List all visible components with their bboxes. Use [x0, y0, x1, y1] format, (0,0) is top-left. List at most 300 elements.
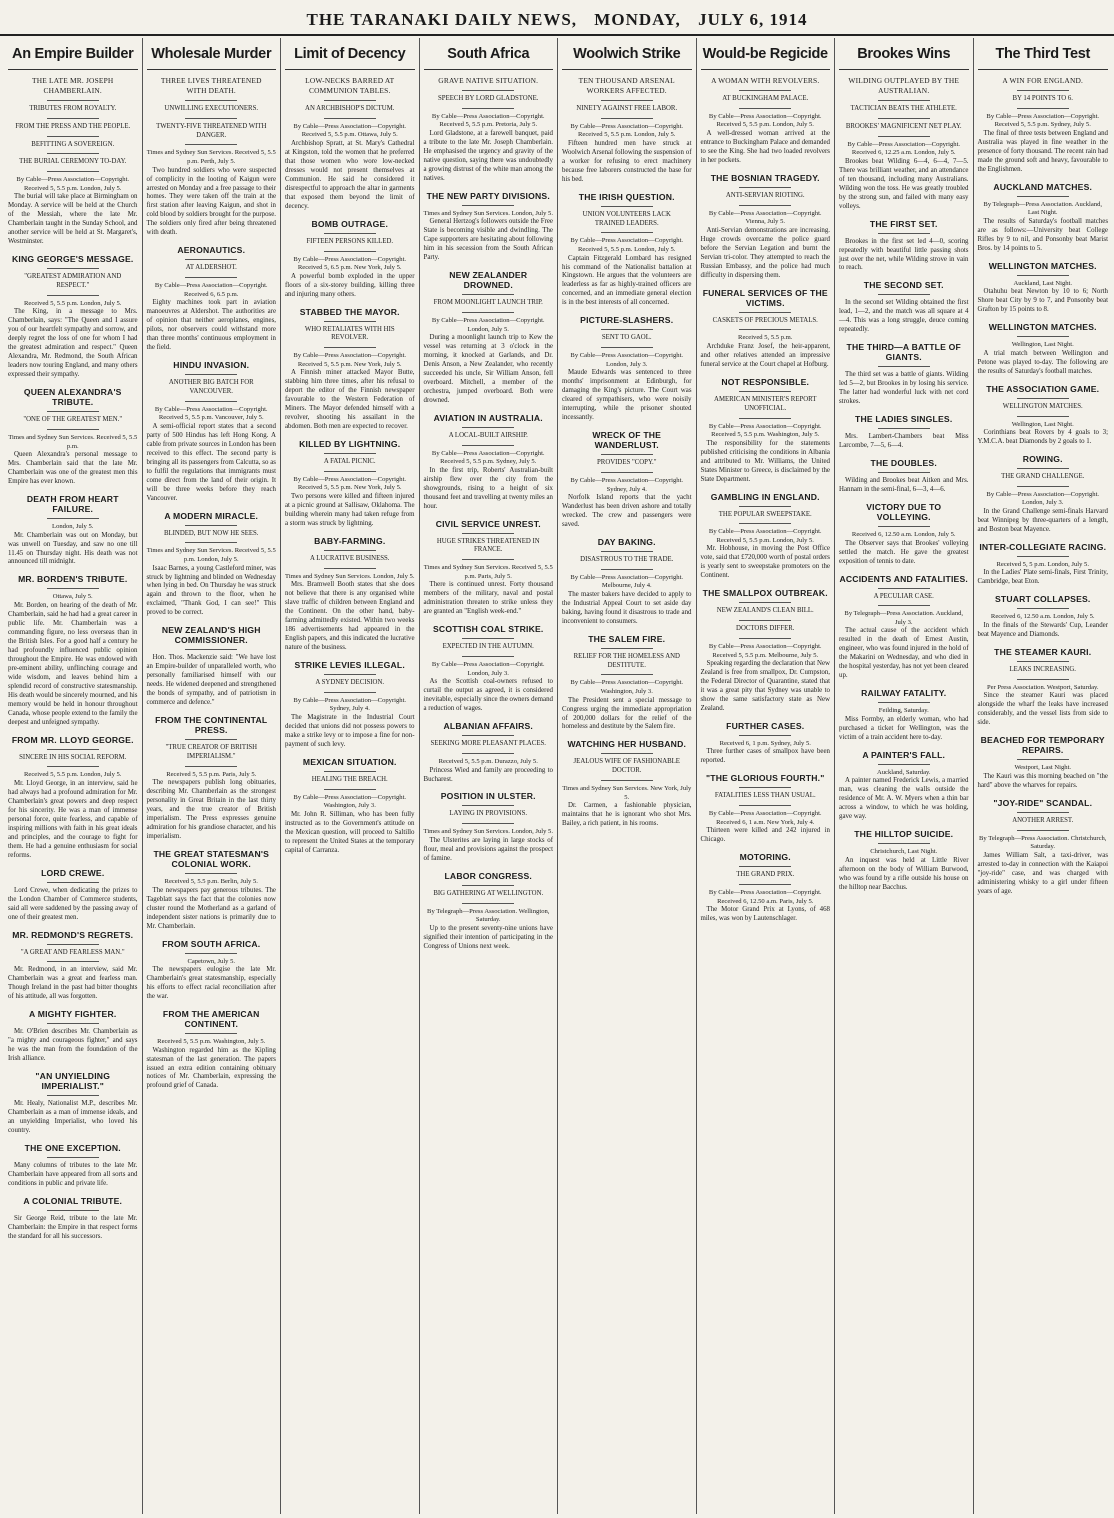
story-dateline: Capetown, July 5. — [187, 957, 236, 965]
story-headline: STUART COLLAPSES. — [994, 594, 1091, 605]
story-body: The Motor Grand Prix at Lyons, of 468 miles, was won by Lautenschlager. — [700, 906, 830, 923]
story-headline: A WOMAN WITH REVOLVERS. — [711, 76, 820, 85]
story-dateline: By Cable—Press Association—Copyright. Melbourne, July 4. — [570, 573, 684, 590]
story-subheadline: JEALOUS WIFE OF FASHIONABLE DOCTOR. — [573, 758, 680, 775]
divider — [739, 787, 791, 788]
story-dateline: Times and Sydney Sun Services. Received 5, 5.5 p.m. — [8, 434, 138, 450]
story-body: Brookes beat Wilding 6—4, 6—4, 7—5. There was brilliant weather, and an attendance of ten thousand, including many Australians. Wilding won the toss. He was greatly troubled by the strong sun, and failed with many easy volleys. — [839, 157, 969, 210]
divider — [1017, 468, 1069, 469]
divider — [1017, 90, 1069, 91]
divider — [185, 525, 237, 526]
story-headline: LORD CREWE. — [41, 867, 105, 878]
story-headline: GAMBLING IN ENGLAND. — [710, 491, 820, 502]
news-story — [424, 191, 554, 263]
story-body: Lord Crewe, when dedicating the prizes to the London Chamber of Commerce students, said all were saddened by the passing away of one of their greatest men. — [8, 886, 138, 921]
divider — [462, 205, 514, 206]
story-body: The actual cause of the accident which resulted in the death of Ernest Austin, engineer, who was found injured in the hold of the Makarini on Wednesday, and who died in the hospital yesterday, has not yet been cleared up. — [839, 627, 969, 680]
story-subheadline: THE POPULAR SWEEPSTAKE. — [718, 510, 812, 518]
divider — [47, 766, 99, 767]
divider — [739, 108, 791, 109]
story-dateline: Times and Sydney Sun Services. Received 5, 5.5 p.m. Perth, July 5. — [146, 149, 276, 166]
divider — [462, 294, 514, 295]
story-dateline: Received 6, 12.50 a.m. London, July 5. — [990, 613, 1095, 621]
divider — [878, 526, 930, 527]
divider — [878, 843, 930, 844]
story-dateline: Christchurch, Last Night. — [870, 848, 938, 856]
news-story — [8, 735, 138, 861]
story-subheadline: FROM MOONLIGHT LAUNCH TRIP. — [433, 299, 543, 307]
story-dateline: Times and Sydney Sun Services. Received 5, 5.5 p.m. Paris, July 5. — [423, 564, 553, 580]
story-dateline: By Cable—Press Association—Copyright. London, July 5. — [431, 316, 545, 333]
divider — [739, 805, 791, 806]
story-dateline: By Cable—Press Association—Copyright. Received 5, 5.5 p.m. London, July 5. — [708, 528, 822, 544]
column-heading: Woolwich Strike — [562, 38, 692, 70]
news-story — [839, 574, 969, 682]
story-subheadline: ANOTHER ARREST. — [1012, 816, 1074, 824]
divider — [324, 789, 376, 790]
story-headline: THE NEW PARTY DIVISIONS. — [426, 190, 550, 201]
story-subheadline: ANOTHER BIG BATCH FOR VANCOUVER. — [168, 379, 254, 395]
story-subheadline: BROOKES' MAGNIFICENT NET PLAY. — [845, 122, 962, 130]
divider — [185, 1033, 237, 1034]
story-headline: WRECK OF THE WANDERLUST. — [592, 430, 662, 451]
divider — [185, 649, 237, 650]
divider — [601, 551, 653, 552]
story-body: A powerful bomb exploded in the upper floors of a six-storey building, killing three and injuring many others. — [285, 272, 415, 298]
story-headline: THE LADIES SINGLES. — [855, 414, 953, 425]
story-body: Three further cases of smallpox have been reported. — [700, 748, 830, 765]
story-body: In the first trip, Roberts' Australian-built airship flew over the city from the showgrounds, rising to a height of six thousand feet and travelling at twenty miles an hour. — [423, 466, 553, 510]
divider — [47, 136, 99, 137]
story-subheadline: EXPECTED IN THE AUTUMN. — [442, 643, 534, 651]
news-story — [8, 574, 138, 727]
divider — [601, 648, 653, 649]
story-body: Mr. John R. Silliman, who has been fully instructed as to the Government's attitude on the Mexican question, will proceed to Saltillo to represent the United States at the temporary capital of Carranza. — [285, 810, 415, 854]
news-story — [562, 76, 692, 185]
news-story — [701, 76, 831, 166]
story-headline: STABBED THE MAYOR. — [299, 306, 400, 317]
story-headline: GRAVE NATIVE SITUATION. — [438, 76, 539, 85]
story-body: In the second set Wilding obtained the first lead, 1—2, and the match was all square at 4—4. This was a long struggle, deuce coming repeatedly. — [839, 299, 969, 334]
story-dateline: By Cable—Press Association—Copyright. Received 5, 5.5 p.m. Sydney, July 5. — [431, 449, 545, 466]
column-8 — [974, 38, 1113, 1514]
story-body: The responsibility for the statements published criticising the conditions in Albania and attributed to Mr. Williams, the United States Minister to Greece, is disclaimed by the State Department. — [700, 439, 830, 483]
story-headline: WELLINGTON MATCHES. — [988, 260, 1097, 271]
story-subheadline: AMERICAN MINISTER'S REPORT UNOFFICIAL. — [714, 395, 817, 412]
story-body: Mrs. Lambert-Chambers beat Miss Larcombe, 7—5, 6—4. — [839, 433, 969, 450]
story-headline: BEACHED FOR TEMPORARY REPAIRS. — [980, 735, 1105, 756]
story-headline: A PAINTER'S FALL. — [862, 749, 946, 760]
story-body: Thirteen were killed and 242 injured in Chicago. — [700, 827, 830, 844]
divider — [601, 753, 653, 754]
story-body: The final of three tests between England and Australia was played in fine weather in the presence of forty thousand. The recent rain had made the ground soft and heavy, favourable to the Englishmen. — [977, 129, 1108, 173]
story-headline: ALBANIAN AFFAIRS. — [443, 721, 533, 732]
news-story — [701, 288, 831, 370]
story-subheadline: "TRUE CREATOR OF BRITISH IMPERIALISM." — [165, 744, 258, 760]
column-heading: The Third Test — [978, 38, 1109, 70]
divider — [1017, 275, 1069, 276]
news-story — [978, 384, 1109, 447]
story-dateline: Ottawa, July 5. — [52, 593, 93, 601]
news-story — [8, 494, 138, 567]
news-story — [562, 739, 692, 829]
news-story — [978, 798, 1109, 897]
story-dateline: By Cable—Press Association—Copyright. Received 5, 5.5 p.m. New York, July 5. — [293, 352, 407, 368]
story-dateline: By Telegraph—Press Association. Auckland, July 3. — [844, 610, 964, 626]
story-body: Speaking regarding the declaration that New Zealand is free from smallpox, Dr. Cumpston, the Federal Director of Quarantine, stated that it was a great pity that Sydney was unable to show the same satisfactory state as New Zealand. — [700, 660, 830, 712]
story-body: Archbishop Spratt, at St. Mary's Cathedral at Kingston, told the women that he preferred that those women who wore low-necked dresses would not present themselves at Communion. He said he considered it disrespectful to approach the altar in garments that exposed them beyond the limit of decency. — [285, 139, 415, 210]
story-dateline: Feilding, Saturday. — [878, 707, 929, 715]
story-body: There is continued unrest. Forty thousand members of the military, naval and postal administration threaten to strike unless they are granted an "English week-end." — [423, 581, 553, 616]
divider — [324, 118, 376, 119]
story-subheadline: A FATAL PICNIC. — [323, 458, 376, 466]
divider — [1017, 416, 1069, 417]
story-body: Dr. Carmen, a fashionable physician, maintains that he is ignorant who shot Mrs. Bailey, a rich patient, in his rooms. — [562, 802, 692, 828]
divider — [601, 206, 653, 207]
story-body: Eighty machines took part in aviation manoeuvres at Aldershot. The authorities are of opinion that neither aeroplanes, engines, pilots, nor observers could withstand more than three months' continuous employment in the field. — [146, 299, 276, 352]
divider — [739, 418, 791, 419]
story-dateline: By Telegraph—Press Association. Christchurch, Saturday. — [979, 834, 1107, 851]
story-subheadline: THE GRAND PRIX. — [736, 871, 795, 879]
story-subheadline: "GREATEST ADMIRATION AND RESPECT." — [24, 273, 122, 290]
divider — [878, 472, 930, 473]
story-body: The Kauri was this morning beached on "the hard" above the wharves for repairs. — [977, 772, 1108, 789]
story-body: Up to the present seventy-nine unions have signified their intention of participating in the Congress of Unions next week. — [423, 924, 553, 950]
story-subheadline: TWENTY-FIVE THREATENED WITH DANGER. — [156, 122, 267, 139]
story-headline: CIVIL SERVICE UNREST. — [435, 518, 541, 529]
story-subheadline: A SYDNEY DECISION. — [315, 679, 385, 687]
divider — [601, 329, 653, 330]
divider — [324, 100, 376, 101]
divider — [324, 453, 376, 454]
story-headline: A MIGHTY FIGHTER. — [29, 1009, 117, 1020]
divider — [1017, 830, 1069, 831]
story-dateline: Times and Sydney Sun Services. Received 5, 5.5 p.m. London, July 5. — [146, 547, 276, 563]
news-story — [8, 254, 138, 380]
story-subheadline: "ONE OF THE GREATEST MEN." — [23, 416, 123, 424]
story-headline: RAILWAY FATALITY. — [861, 688, 947, 699]
news-story — [839, 280, 969, 335]
divider — [462, 753, 514, 754]
story-headline: THE BOSNIAN TRAGEDY. — [710, 172, 820, 183]
divider — [1017, 486, 1069, 487]
news-story — [285, 536, 415, 653]
story-dateline: London, July 5. — [52, 523, 94, 531]
divider — [324, 568, 376, 569]
story-dateline: Received 5, 5.5 p.m. Washington, July 5. — [157, 1038, 266, 1046]
divider — [47, 749, 99, 750]
divider — [462, 427, 514, 428]
story-dateline: By Cable—Press Association—Copyright. Received 5, 5.5 p.m. Washington, July 5. — [708, 422, 822, 439]
story-body: Captain Fitzgerald Lombard has resigned his command of the Nationalist battalion at Kingstown. He argues that the volunteers are leaderless as far as highly-trained officers are concerned, and an immediate general election is in the best interests of all concerned. — [562, 254, 692, 307]
news-story — [562, 315, 692, 423]
news-story — [147, 511, 277, 619]
column-5 — [558, 38, 697, 1514]
story-body: A well-dressed woman arrived at the entrance to Buckingham Palace and demanded to see the King. She had two loaded revolvers in her pockets. — [700, 129, 830, 164]
news-story — [701, 588, 831, 714]
news-story — [562, 537, 692, 627]
news-story — [562, 634, 692, 733]
story-headline: WATCHING HER HUSBAND. — [567, 739, 687, 750]
story-body: General Hertzog's followers outside the Free State is becoming visible and dwindling. The Cape supporters are hesitating about following him in his secession from the South African Party. — [423, 218, 553, 262]
news-story — [147, 939, 277, 1002]
story-dateline: By Cable—Press Association—Copyright. London, July 3. — [431, 661, 545, 677]
divider — [47, 944, 99, 945]
news-story — [147, 1009, 277, 1091]
divider — [462, 805, 514, 806]
story-subheadline: TACTICIAN BEATS THE ATHLETE. — [850, 104, 957, 112]
story-body: The newspapers publish long obituaries, describing Mr. Chamberlain as the strongest personality in Great Britain in the last thirty years, and the true creator of British imperialism. The Press expresses genuine admiration for his grandiose character, and his imperialism. — [146, 779, 276, 841]
story-subheadline: AN ARCHBISHOP'S DICTUM. — [305, 104, 395, 112]
news-story — [978, 594, 1109, 640]
news-story — [285, 439, 415, 529]
divider — [601, 454, 653, 455]
divider — [1017, 556, 1069, 557]
story-headline: THE DOUBLES. — [870, 458, 937, 469]
story-subheadline: SEEKING MORE PLEASANT PLACES. — [430, 740, 546, 748]
story-headline: SCOTTISH COAL STRIKE. — [432, 624, 544, 635]
story-headline: AVIATION IN AUSTRALIA. — [433, 412, 543, 423]
story-subheadline: DOCTORS DIFFER. — [736, 625, 795, 633]
story-subheadline: DISASTROUS TO THE TRADE. — [580, 555, 674, 563]
news-story — [147, 625, 277, 708]
story-headline: KING GEORGE'S MESSAGE. — [11, 254, 134, 265]
story-headline: VICTORY DUE TO VOLLEYING. — [866, 502, 942, 523]
divider — [462, 885, 514, 886]
story-subheadline: NEW ZEALAND'S CLEAN BILL. — [716, 607, 814, 615]
news-story — [424, 76, 554, 184]
story-headline: NEW ZEALAND'S HIGH COMMISSIONER. — [161, 625, 261, 646]
story-headline: THE HILLTOP SUICIDE. — [854, 829, 954, 840]
news-story — [839, 342, 969, 407]
story-headline: MOTORING. — [739, 852, 791, 863]
story-body: A Finnish miner attacked Mayor Butte, stabbing him three times, after his refusal to deport the editor of the Finnish newspaper favourable to the Western Federation of Miners. The Mayor defended himself with a revolver, shooting his assailant in the abdomen. Both men are expected to recover. — [285, 369, 415, 431]
story-body: Many columns of tributes to the late Mr. Chamberlain have appeared from all sorts and conditions in public and private life. — [8, 1162, 138, 1187]
story-body: Mrs. Bramwell Booth states that she does not believe that there is any organised white slave traffic of children between England and the Continent. On the other hand, baby-farming admittedly existed. Within two weeks 186 advertisements had appeared in the English papers, and this indicated the lucrative nature of the business. — [285, 581, 415, 652]
news-story — [839, 502, 969, 566]
news-story — [147, 76, 277, 238]
story-body: Two persons were killed and fifteen injured at a picnic ground at Sallisaw, Oklahoma. The building wherein many had taken refuge from a storm was struck by lightning. — [285, 493, 415, 527]
divider — [1017, 108, 1069, 109]
story-headline: THE FIRST SET. — [869, 218, 938, 229]
story-body: The master bakers have decided to apply to the Industrial Appeal Court to set aside day baking, having found it disastrous to trade and inconvenient to consumers. — [562, 590, 692, 625]
news-story — [701, 721, 831, 767]
divider — [739, 391, 791, 392]
story-headline: BABY-FARMING. — [314, 535, 386, 546]
story-dateline: Per Press Association. Westport, Saturday. — [986, 683, 1099, 691]
story-body: Mr. Hobhouse, in moving the Post Office vote, said that £720,000 worth of postal orders is yearly sent to sweepstake promoters on the Continent. — [700, 545, 830, 580]
story-headline: KILLED BY LIGHTNING. — [299, 439, 401, 450]
column-heading: South Africa — [424, 38, 554, 70]
story-body: Wilding and Brookes beat Aitken and Mrs. Hannam in the semi-final, 6—3, 4—6. — [839, 477, 969, 494]
story-body: The burial will take place at Birmingham on Monday. A service will be held at the Church of the Messiah, where the late Mr. Chamberlain taught in the Sunday School, and another service will be held at St. Margaret's, Westminster. — [8, 193, 138, 246]
divider — [739, 638, 791, 639]
news-story — [839, 688, 969, 742]
story-body: An inquest was held at Little River afternoon on the body of William Burwood, who was found by a rifle outside his house on the hilltop near Bacchus. — [839, 856, 969, 891]
story-dateline: Times and Sydney Sun Services. London, July 5. — [423, 209, 553, 217]
story-body: Mr. Redmond, in an interview, said Mr. Chamberlain was a great and fearless man. Though Ireland in the past had bitter thoughts of his attitude, all was forgotten. — [8, 966, 138, 1001]
story-dateline: Westport, Last Night. — [1014, 764, 1072, 772]
story-headline: THE SALEM FIRE. — [588, 633, 666, 644]
divider — [601, 100, 653, 101]
story-headline: "THE GLORIOUS FOURTH." — [705, 773, 825, 784]
story-headline: THE ONE EXCEPTION. — [24, 1143, 121, 1154]
divider — [739, 329, 791, 330]
divider — [185, 259, 237, 260]
divider — [739, 735, 791, 736]
news-story — [147, 849, 277, 931]
divider — [739, 602, 791, 603]
masthead — [0, 0, 1114, 36]
story-body: Princess Wied and family are proceeding to Bucharest. — [423, 766, 553, 783]
story-body: Fifteen hundred men have struck at Woolwich Arsenal following the suspension of a worker for refusing to erect machinery because free laborers constructed the base for his bed. — [562, 139, 692, 183]
story-dateline: By Cable—Press Association—Copyright. Received 5, 5.5 p.m. Sydney, July 5. — [986, 112, 1100, 129]
news-story — [8, 76, 138, 247]
story-headline: FROM THE AMERICAN CONTINENT. — [162, 1009, 260, 1030]
story-headline: AUCKLAND MATCHES. — [993, 181, 1093, 192]
story-body: Norfolk Island reports that the yacht Wanderlust has been driven ashore and totally wrecked. The crew and passengers were saved. — [562, 494, 692, 528]
story-headline: NOT RESPONSIBLE. — [721, 376, 810, 387]
divider — [47, 1157, 99, 1158]
divider — [739, 523, 791, 524]
news-story — [701, 173, 831, 281]
story-subheadline: AT BUCKINGHAM PALACE. — [722, 94, 809, 102]
news-story — [839, 458, 969, 495]
story-headline: THE STEAMER KAURI. — [994, 646, 1092, 657]
story-dateline: By Cable—Press Association—Copyright. Received 6, 6.5 p.m. — [154, 282, 268, 298]
divider — [462, 445, 514, 446]
story-body: Lord Gladstone, at a farewell banquet, paid a tribute to the late Mr. Joseph Chamberlain. He emphasised the urgency and gravity of the native question, saying there was undoubtedly a growing distrust of the white man among the natives. — [423, 129, 553, 182]
story-dateline: Auckland, Last Night. — [1013, 279, 1073, 287]
divider — [47, 295, 99, 296]
divider — [462, 735, 514, 736]
story-body: The King, in a message to Mrs. Chamberlain, says: "The Queen and I assure you of our heartfelt sympathy and sorrow, and deeply regret the loss of one for whom I had the greatest admiration and respect." Queen Alexandra, Mr. Redmond, the South African leaders now touring England, and many others expressed their sympathy. — [8, 308, 138, 379]
story-dateline: By Cable—Press Association—Copyright. London, July 3. — [570, 352, 684, 368]
story-body: Corinthians beat Rovers by 4 goals to 3; Y.M.C.A. beat Diamonds by 2 goals to 1. — [977, 429, 1108, 446]
column-2 — [143, 38, 282, 1514]
story-dateline: Received 5, 5.5 p.m. London, July 5. — [24, 771, 122, 779]
story-headline: FROM SOUTH AFRICA. — [162, 938, 261, 949]
story-headline: PICTURE-SLASHERS. — [580, 315, 674, 326]
story-headline: A COLONIAL TRIBUTE. — [23, 1195, 123, 1206]
story-body: Mr. Chamberlain was out on Monday, but was unwell on Tuesday, and saw no one till 11.45 on Thursday night. His death was not announced till midnight. — [8, 531, 138, 566]
divider — [185, 953, 237, 954]
story-headline: MR. REDMOND'S REGRETS. — [12, 929, 134, 940]
news-story — [285, 660, 415, 750]
story-dateline: Times and Sydney Sun Services. London, July 5. — [285, 572, 415, 580]
story-dateline: Received 6, 12.50 a.m. London, July 5. — [851, 531, 956, 539]
story-body: The Magistrate in the Industrial Court decided that unions did not possess powers to make a strike levy or to impose a fine for non-payment of such levy. — [285, 714, 415, 748]
story-body: Washington regarded him as the Kipling statesman of the last generation. The papers issued an extra edition containing obituary notices of Mr. Chamberlain, expressing the profound grief of Canada. — [146, 1046, 276, 1090]
divider — [324, 692, 376, 693]
story-subheadline: "A GREAT AND FEARLESS MAN." — [20, 948, 125, 956]
divider — [462, 656, 514, 657]
story-body: The results of Saturday's football matches are as follows:—University beat College Rifles by 9 to nil, and Ponsonby beat Marist Bros. by 14 points to 5. — [977, 217, 1108, 252]
divider — [47, 588, 99, 589]
divider — [185, 766, 237, 767]
story-dateline: By Cable—Press Association—Copyright. Washington, July 3. — [570, 679, 684, 695]
story-headline: HINDU INVASION. — [173, 360, 250, 371]
divider — [878, 118, 930, 119]
divider — [1017, 608, 1069, 609]
news-story — [978, 454, 1109, 535]
story-headline: FURTHER CASES. — [726, 720, 805, 731]
news-story — [147, 360, 277, 504]
divider — [185, 100, 237, 101]
news-story — [424, 624, 554, 714]
news-story — [978, 647, 1109, 728]
story-headline: BOMB OUTRAGE. — [311, 218, 389, 229]
column-heading: Brookes Wins — [839, 38, 969, 70]
story-headline: A MODERN MIRACLE. — [164, 510, 259, 521]
news-story — [424, 413, 554, 512]
news-story — [424, 791, 554, 863]
story-body: The third set was a battle of giants. Wilding led 5—2, but Brookes in by losing his service. The latter had wonderful luck with net cord strokes. — [839, 371, 969, 406]
story-dateline: By Cable—Press Association—Copyright. Vienna, July 5. — [708, 209, 822, 226]
story-subheadline: A PECULIAR CASE. — [873, 592, 934, 600]
story-subheadline: FIFTEEN PERSONS KILLED. — [306, 237, 394, 245]
story-body: Mr. Lloyd George, in an interview, said he had always had a profound admiration for Mr. Chamberlain's great powers and deep respect for his sincerity. He was a man of immense personal force, quite fearless, and capable of inspiring millions with faith in his great ideals and principles, and the courage to fight for them. He had a genuine enthusiasm for social reforms. — [8, 779, 138, 859]
story-body: Since the steamer Kauri was placed alongside the wharf the leaks have increased considerably, and the vessel lists from side to side. — [977, 692, 1108, 727]
story-body: Archduke Franz Josef, the heir-apparent, and other relatives attended an impressive funeral service at the Court chapel at Hofburg. — [700, 342, 830, 368]
story-dateline: By Cable—Press Association—Copyright. Received 5, 5.5 p.m. London, July 5. — [570, 122, 684, 139]
news-story — [424, 871, 554, 952]
story-headline: THREE LIVES THREATENED WITH DEATH. — [160, 76, 262, 95]
divider — [47, 1095, 99, 1096]
divider — [739, 187, 791, 188]
story-subheadline: BY 14 POINTS TO 6. — [1012, 94, 1073, 102]
divider — [47, 882, 99, 883]
story-subheadline: THE BURIAL CEREMONY TO-DAY. — [19, 158, 127, 166]
divider — [739, 205, 791, 206]
news-story — [701, 852, 831, 924]
story-subheadline: WELLINGTON MATCHES. — [1002, 402, 1083, 410]
divider — [47, 268, 99, 269]
story-body: Isaac Barnes, a young Castleford miner, was struck by lightning and blinded on Wednesday when lying in bed. On Thursday he was struck again and thrown to the floor, when he exclaimed, "Thank God, I can see!" This proved to be correct. — [146, 564, 276, 617]
news-story — [701, 773, 831, 845]
story-headline: ROWING. — [1022, 454, 1063, 465]
story-body: In the finals of the Stewards' Cup, Leander beat Mayence and Diamonds. — [977, 621, 1108, 638]
divider — [878, 588, 930, 589]
news-story — [424, 270, 554, 406]
divider — [739, 884, 791, 885]
masthead-day: MONDAY, — [594, 10, 681, 29]
story-headline: THE SMALLPOX OUTBREAK. — [702, 588, 828, 599]
column-heading: Wholesale Murder — [147, 38, 277, 70]
column-6 — [697, 38, 836, 1514]
story-headline: LABOR CONGRESS. — [444, 870, 532, 881]
divider — [1017, 661, 1069, 662]
story-headline: A WIN FOR ENGLAND. — [1002, 76, 1084, 85]
story-dateline: Received 5, 5.5 p.m. Berlin, July 5. — [164, 878, 258, 886]
divider — [324, 674, 376, 675]
column-heading: Would-be Regicide — [701, 38, 831, 70]
news-story — [8, 387, 138, 487]
story-body: James William Salt, a taxi-driver, was arrested to-day in connection with the Kaiapoi "joy-ride" case, and was charged with administering whisky to a girl under fifteen years of age. — [977, 851, 1108, 895]
story-dateline: By Telegraph—Press Association. Auckland, Last Night. — [983, 200, 1103, 217]
story-subheadline: FROM THE PRESS AND THE PEOPLE. — [15, 122, 131, 130]
story-headline: TEN THOUSAND ARSENAL WORKERS AFFECTED. — [578, 76, 675, 95]
news-story — [839, 76, 969, 212]
news-story — [701, 492, 831, 582]
story-headline: QUEEN ALEXANDRA'S TRIBUTE. — [23, 387, 122, 408]
divider — [1017, 759, 1069, 760]
divider — [47, 100, 99, 101]
divider — [1017, 812, 1069, 813]
divider — [878, 605, 930, 606]
story-body: A painter named Frederick Lewis, a married man, was cleaning the walls outside the residence of Mr. A. W. Myers when a thin bar across a window, to which he was holding, gave way. — [839, 777, 969, 821]
news-story — [839, 219, 969, 274]
